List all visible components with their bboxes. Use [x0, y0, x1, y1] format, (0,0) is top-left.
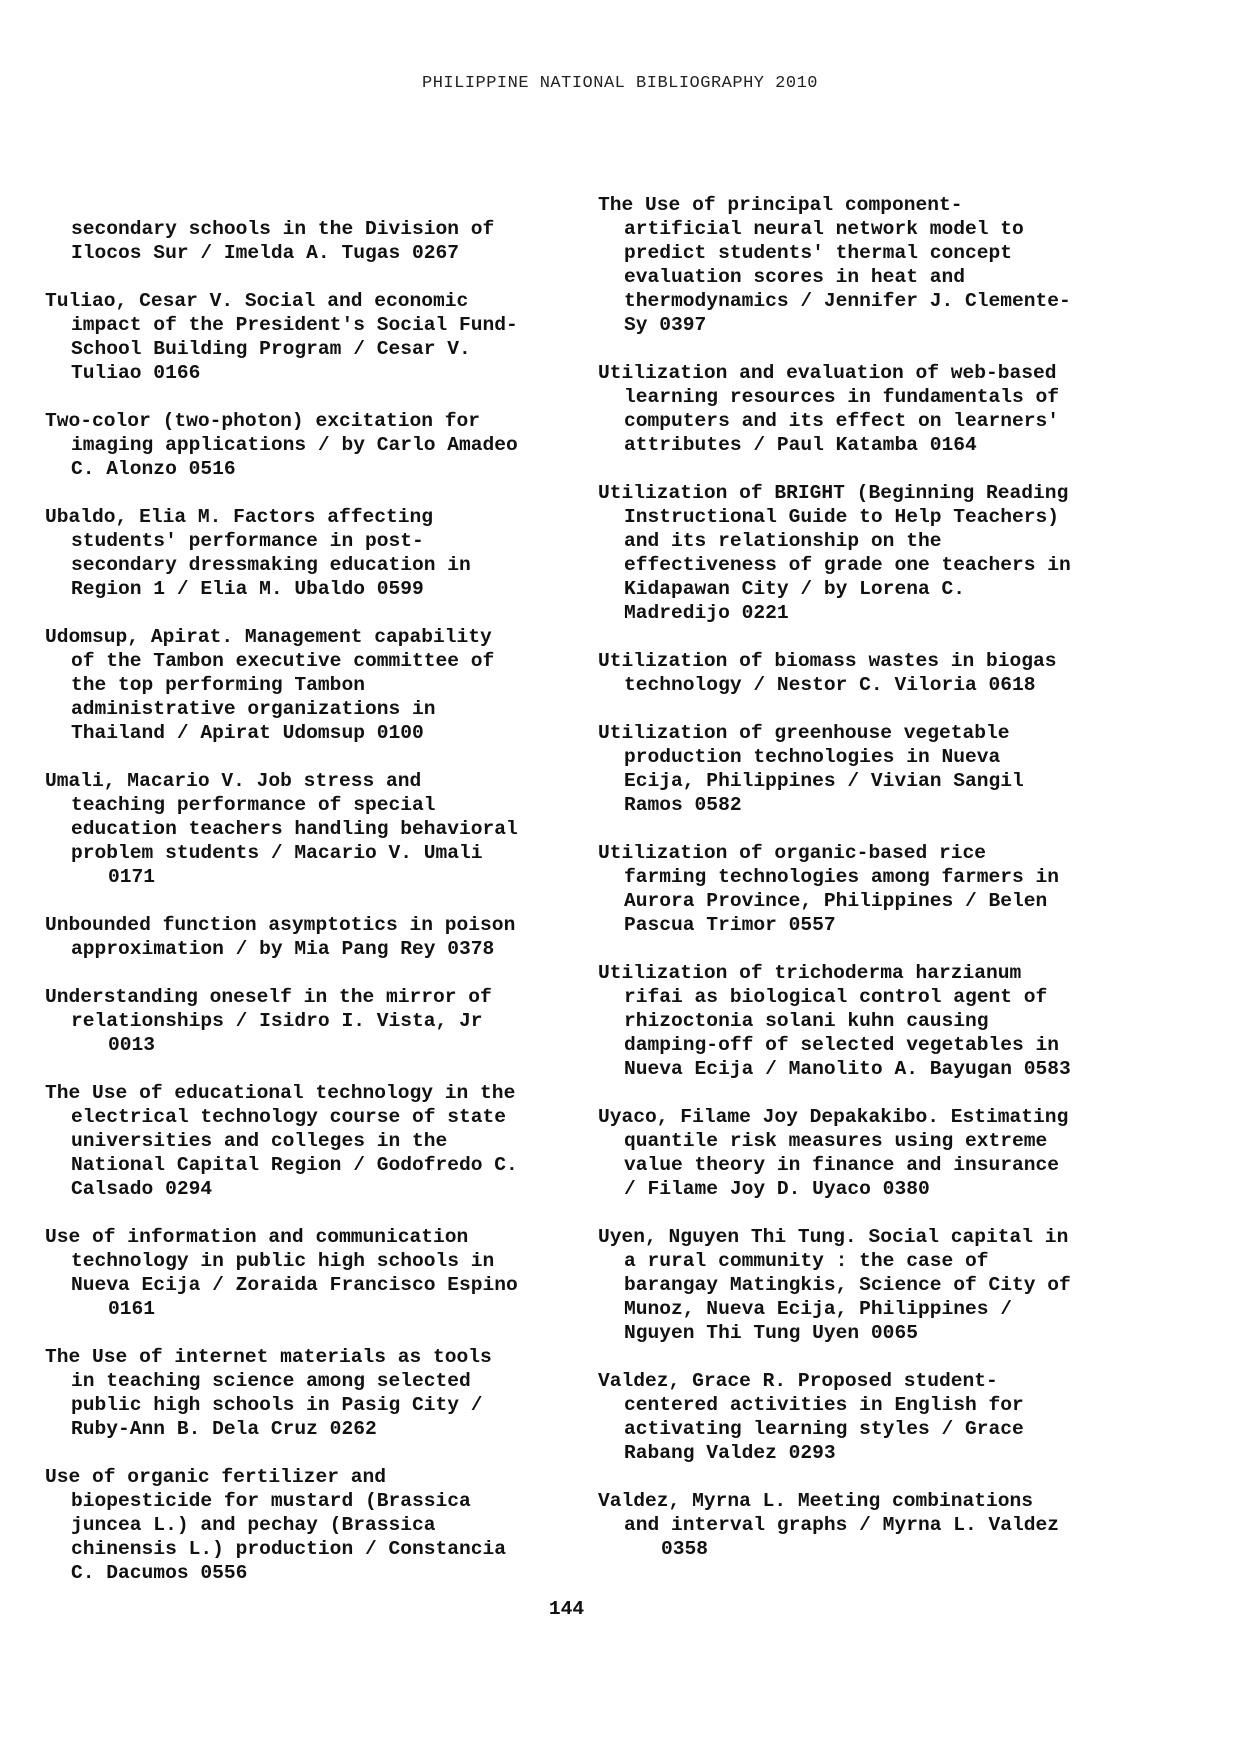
bibliography-entry: [45, 1225, 565, 1321]
entry-line: centered activities in English for: [624, 1394, 1024, 1416]
entry-line: Thailand / Apirat Udomsup 0100: [71, 722, 424, 744]
entry-heading-line: Utilization of biomass wastes in biogas: [598, 650, 1057, 672]
entry-line: barangay Matingkis, Science of City of: [624, 1274, 1071, 1296]
bibliography-entry: [598, 361, 1118, 457]
entry-line: predict students' thermal concept: [624, 242, 1013, 264]
entry-heading-line: Use of organic fertilizer and: [45, 1466, 386, 1488]
entry-heading-line: The Use of educational technology in the: [45, 1082, 516, 1104]
bibliography-entry: [598, 961, 1118, 1081]
entry-line: attributes / Paul Katamba 0164: [624, 434, 977, 456]
bibliography-entry: [45, 409, 565, 481]
entry-line: Ecija, Philippines / Vivian Sangil: [624, 770, 1024, 792]
entry-heading-line: Umali, Macario V. Job stress and: [45, 770, 422, 792]
left-column: [45, 193, 565, 1609]
entry-line: Pascua Trimor 0557: [624, 914, 836, 936]
entry-line: C. Alonzo 0516: [71, 458, 236, 480]
entry-line: administrative organizations in: [71, 698, 436, 720]
entry-line: Ramos 0582: [624, 794, 742, 816]
entry-heading-line: Understanding oneself in the mirror of: [45, 986, 492, 1008]
entry-line: Aurora Province, Philippines / Belen: [624, 890, 1048, 912]
entry-heading-line: The Use of internet materials as tools: [45, 1346, 492, 1368]
entry-line: public high schools in Pasig City /: [71, 1394, 483, 1416]
entry-heading-line: Utilization of greenhouse vegetable: [598, 722, 1010, 744]
entry-line: / Filame Joy D. Uyaco 0380: [624, 1178, 930, 1200]
entry-heading-line: Uyaco, Filame Joy Depakakibo. Estimating: [598, 1106, 1069, 1128]
entry-heading-line: Valdez, Myrna L. Meeting combinations: [598, 1490, 1034, 1512]
entry-line: Region 1 / Elia M. Ubaldo 0599: [71, 578, 424, 600]
entry-number: 0358: [661, 1538, 709, 1560]
entry-line: production technologies in Nueva: [624, 746, 1001, 768]
entry-line: in teaching science among selected: [71, 1370, 471, 1392]
entry-line: of the Tambon executive committee of: [71, 650, 495, 672]
entry-line: Kidapawan City / by Lorena C.: [624, 578, 965, 600]
entry-line: learning resources in fundamentals of: [624, 386, 1060, 408]
entry-line: National Capital Region / Godofredo C.: [71, 1154, 518, 1176]
entry-line: quantile risk measures using extreme: [624, 1130, 1048, 1152]
entry-heading-line: Utilization of organic-based rice: [598, 842, 987, 864]
entry-line: value theory in finance and insurance: [624, 1154, 1060, 1176]
entry-line: Ruby-Ann B. Dela Cruz 0262: [71, 1418, 377, 1440]
bibliography-entry: [45, 1345, 565, 1441]
entry-line: technology / Nestor C. Viloria 0618: [624, 674, 1036, 696]
entry-heading-line: Two-color (two-photon) excitation for: [45, 410, 481, 432]
entry-line: farming technologies among farmers in: [624, 866, 1060, 888]
entry-line: thermodynamics / Jennifer J. Clemente-: [624, 290, 1071, 312]
entry-line: secondary dressmaking education in: [71, 554, 471, 576]
entry-line: electrical technology course of state: [71, 1106, 507, 1128]
entry-line: juncea L.) and pechay (Brassica: [71, 1514, 436, 1536]
entry-heading-line: Uyen, Nguyen Thi Tung. Social capital in: [598, 1226, 1069, 1248]
entry-line: biopesticide for mustard (Brassica: [71, 1490, 471, 1512]
bibliography-entry: [45, 505, 565, 601]
entry-line: the top performing Tambon: [71, 674, 365, 696]
page-number: 144: [548, 1598, 585, 1620]
entry-line: and interval graphs / Myrna L. Valdez: [624, 1514, 1060, 1536]
entry-line: a rural community : the case of: [624, 1250, 989, 1272]
entry-line: Ilocos Sur / Imelda A. Tugas 0267: [71, 242, 460, 264]
entry-line: Tuliao 0166: [71, 362, 201, 384]
entry-line: Sy 0397: [624, 314, 707, 336]
entry-line: and its relationship on the: [624, 530, 942, 552]
entry-line: rhizoctonia solani kuhn causing: [624, 1010, 989, 1032]
bibliography-entry: [598, 841, 1118, 937]
entry-line: problem students / Macario V. Umali: [71, 842, 483, 864]
entry-line: relationships / Isidro I. Vista, Jr: [71, 1010, 483, 1032]
bibliography-entry: [45, 1081, 565, 1201]
entry-line: universities and colleges in the: [71, 1130, 448, 1152]
entry-heading-line: Tuliao, Cesar V. Social and economic: [45, 290, 469, 312]
bibliography-entry: [45, 985, 565, 1057]
entry-line: evaluation scores in heat and: [624, 266, 965, 288]
bibliography-entry: [45, 1465, 565, 1585]
entry-line: impact of the President's Social Fund-: [71, 314, 518, 336]
entry-line: teaching performance of special: [71, 794, 436, 816]
entry-line: education teachers handling behavioral: [71, 818, 518, 840]
bibliography-entry: [598, 1225, 1118, 1345]
bibliography-entry: [45, 625, 565, 745]
entry-line: Nguyen Thi Tung Uyen 0065: [624, 1322, 918, 1344]
running-title: PHILIPPINE NATIONAL BIBLIOGRAPHY 2010: [422, 74, 818, 93]
bibliography-entry: [598, 481, 1118, 625]
bibliography-entry: [45, 289, 565, 385]
entry-line: technology in public high schools in: [71, 1250, 495, 1272]
bibliography-entry: [45, 913, 565, 961]
entry-heading-line: Utilization of BRIGHT (Beginning Reading: [598, 482, 1069, 504]
entry-heading-line: Utilization of trichoderma harzianum: [598, 962, 1022, 984]
entry-line: imaging applications / by Carlo Amadeo: [71, 434, 518, 456]
entry-line: artificial neural network model to: [624, 218, 1024, 240]
entry-line: C. Dacumos 0556: [71, 1562, 248, 1584]
right-column: [598, 193, 1118, 1585]
entry-line: [45, 193, 565, 217]
entry-line: students' performance in post-: [71, 530, 424, 552]
entry-number: 0013: [108, 1034, 156, 1056]
entry-line: Calsado 0294: [71, 1178, 213, 1200]
entry-heading-line: The Use of principal component-: [598, 194, 963, 216]
entry-heading-line: Unbounded function asymptotics in poison: [45, 914, 516, 936]
entry-heading-line: Ubaldo, Elia M. Factors affecting: [45, 506, 434, 528]
bibliography-entry: [45, 769, 565, 889]
bibliography-entry: [598, 721, 1118, 817]
bibliography-entry: [598, 193, 1118, 337]
bibliography-entry: [45, 193, 565, 265]
entry-line: Madredijo 0221: [624, 602, 789, 624]
entry-line: approximation / by Mia Pang Rey 0378: [71, 938, 495, 960]
entry-line: secondary schools in the Division of: [71, 218, 495, 240]
entry-heading-line: Valdez, Grace R. Proposed student-: [598, 1370, 998, 1392]
entry-line: damping-off of selected vegetables in: [624, 1034, 1060, 1056]
entry-line: Rabang Valdez 0293: [624, 1442, 836, 1464]
bibliography-entry: [598, 1489, 1118, 1561]
entry-line: Nueva Ecija / Zoraida Francisco Espino: [71, 1274, 518, 1296]
entry-line: computers and its effect on learners': [624, 410, 1060, 432]
bibliography-entry: [598, 649, 1118, 697]
entry-line: rifai as biological control agent of: [624, 986, 1048, 1008]
entry-heading-line: Use of information and communication: [45, 1226, 469, 1248]
bibliography-entry: [598, 1105, 1118, 1201]
entry-number: 0171: [108, 866, 156, 888]
entry-line: Instructional Guide to Help Teachers): [624, 506, 1060, 528]
entry-number: 0161: [108, 1298, 156, 1320]
entry-line: Munoz, Nueva Ecija, Philippines /: [624, 1298, 1013, 1320]
entry-line: activating learning styles / Grace: [624, 1418, 1024, 1440]
entry-line: Nueva Ecija / Manolito A. Bayugan 0583: [624, 1058, 1071, 1080]
entry-line: chinensis L.) production / Constancia: [71, 1538, 507, 1560]
entry-line: effectiveness of grade one teachers in: [624, 554, 1071, 576]
entry-heading-line: Udomsup, Apirat. Management capability: [45, 626, 492, 648]
bibliography-entry: [598, 1369, 1118, 1465]
entry-line: School Building Program / Cesar V.: [71, 338, 471, 360]
entry-heading-line: Utilization and evaluation of web-based: [598, 362, 1057, 384]
